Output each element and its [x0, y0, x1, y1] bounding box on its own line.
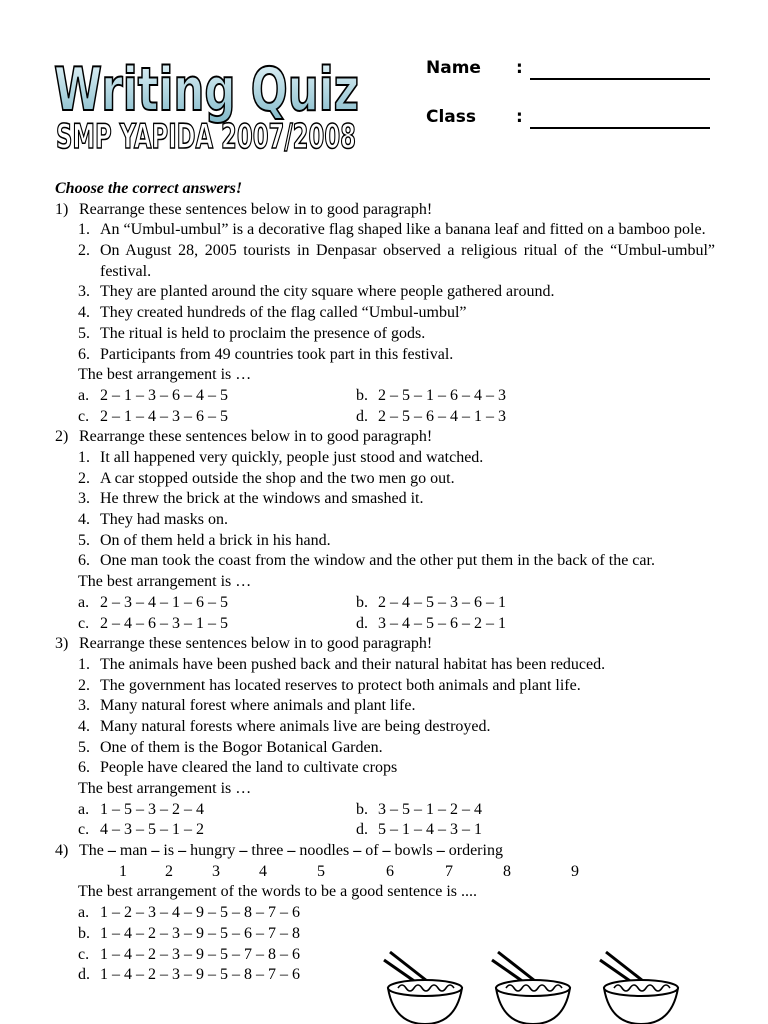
option-c[interactable]: c. 1 – 4 – 2 – 3 – 9 – 5 – 7 – 8 – 6: [78, 945, 300, 963]
question-prompt: Rearrange these sentences below in to good paragraph!: [79, 428, 433, 446]
sentence-item: 2. On August 28, 2005 tourists in Denpasar observed a religious ritual of the “Umbul-umbul” festival.: [78, 242, 715, 280]
sentence-item: 1. The animals have been pushed back and their natural habitat has been reduced.: [78, 655, 606, 673]
quiz-title-logo: [52, 52, 372, 162]
option-b[interactable]: b. 2 – 4 – 5 – 3 – 6 – 1: [356, 593, 506, 611]
option-c[interactable]: c. 2 – 4 – 6 – 3 – 1 – 5: [78, 614, 228, 632]
option-d[interactable]: d. 1 – 4 – 2 – 3 – 9 – 5 – 8 – 7 – 6: [78, 966, 300, 984]
quiz-header: [0, 0, 768, 170]
question-2: [55, 427, 715, 634]
option-d[interactable]: d. 2 – 5 – 6 – 4 – 1 – 3: [356, 407, 506, 425]
sentence-item: 3. Many natural forest where animals and plant life.: [78, 697, 416, 715]
name-label: Name: [426, 58, 481, 78]
question-number: 2): [55, 428, 69, 446]
option-a[interactable]: a. 1 – 2 – 3 – 4 – 9 – 5 – 8 – 7 – 6: [78, 904, 300, 922]
noodle-bowl-icon: [492, 952, 570, 1024]
question-3: [55, 634, 715, 841]
instruction: Choose the correct answers!: [55, 180, 243, 197]
option-a[interactable]: a. 2 – 3 – 4 – 1 – 6 – 5: [78, 593, 228, 611]
sentence-item: 1. An “Umbul-umbul” is a decorative flag shaped like a banana leaf and fitted on a bamboo pole.: [78, 221, 706, 239]
option-c[interactable]: c. 2 – 1 – 4 – 3 – 6 – 5: [78, 407, 228, 425]
quiz-title: Writing Quiz: [54, 55, 359, 125]
option-b[interactable]: b. 1 – 4 – 2 – 3 – 9 – 5 – 6 – 7 – 8: [78, 924, 300, 942]
name-blank-line[interactable]: [530, 78, 710, 80]
question-number: 4): [55, 842, 69, 860]
question-stem: The best arrangement is …: [78, 780, 252, 797]
noodle-bowls-illustration: [360, 948, 700, 1024]
option-d[interactable]: d. 3 – 4 – 5 – 6 – 2 – 1: [356, 614, 506, 632]
question-1: [55, 200, 715, 428]
sentence-item: 2. The government has located reserves to protect both animals and plant life.: [78, 676, 581, 694]
sentence-item: 6. One man took the coast from the window and the other put them in the back of the car.: [78, 552, 655, 570]
option-a[interactable]: a. 2 – 1 – 3 – 6 – 4 – 5: [78, 386, 228, 404]
sentence-item: 5. One of them is the Bogor Botanical Garden.: [78, 738, 383, 756]
question-number: 3): [55, 635, 69, 653]
sentence-item: 6. People have cleared the land to cultivate crops: [78, 759, 398, 777]
question-stem: The best arrangement is …: [78, 573, 252, 591]
option-c[interactable]: c. 4 – 3 – 5 – 1 – 2: [78, 821, 204, 839]
option-b[interactable]: b. 2 – 5 – 1 – 6 – 4 – 3: [356, 386, 506, 404]
question-stem: The best arrangement is …: [78, 366, 252, 384]
quiz-body: [55, 179, 715, 986]
sentence-item: 4. They had masks on.: [78, 511, 228, 529]
sentence-item: 1. It all happened very quickly, people just stood and watched.: [78, 448, 484, 466]
sentence-item: 5. The ritual is held to proclaim the presence of gods.: [78, 324, 426, 342]
class-label: Class: [426, 107, 477, 127]
sentence-item: 5. On of them held a brick in his hand.: [78, 531, 331, 549]
noodle-bowl-icon: [600, 952, 678, 1024]
class-colon: :: [516, 107, 523, 127]
word-numbers-row: 1 2 3 4 5 6 7 8 9: [119, 862, 579, 880]
sentence-item: 3. They are planted around the city square where people gathered around.: [78, 283, 555, 301]
option-d[interactable]: d. 5 – 1 – 4 – 3 – 1: [356, 821, 482, 839]
question-stem: The best arrangement of the words to be a good sentence is ....: [78, 883, 477, 901]
sentence-item: 2. A car stopped outside the shop and the two men go out.: [78, 469, 455, 487]
option-a[interactable]: a. 1 – 5 – 3 – 2 – 4: [78, 800, 204, 818]
name-colon: :: [516, 58, 523, 78]
sentence-item: 6. Participants from 49 countries took part in this festival.: [78, 345, 454, 363]
option-b[interactable]: b. 3 – 5 – 1 – 2 – 4: [356, 800, 482, 818]
noodle-bowl-icon: [384, 952, 462, 1024]
question-prompt: Rearrange these sentences below in to good paragraph!: [79, 635, 433, 653]
quiz-subtitle: SMP YAPIDA 2007/2008: [56, 117, 356, 157]
question-prompt: Rearrange these sentences below in to good paragraph!: [79, 200, 433, 218]
sentence-item: 4. Many natural forests where animals live are being destroyed.: [78, 717, 491, 735]
sentence-item: 4. They created hundreds of the flag called “Umbul-umbul”: [78, 304, 467, 322]
word-scramble-row: 4) The – man – is – hungry – three – noodles – of – bowls – ordering: [55, 841, 715, 862]
sentence-item: 3. He threw the brick at the windows and smashed it.: [78, 490, 424, 508]
question-number: 1): [55, 200, 69, 218]
class-blank-line[interactable]: [530, 127, 710, 129]
